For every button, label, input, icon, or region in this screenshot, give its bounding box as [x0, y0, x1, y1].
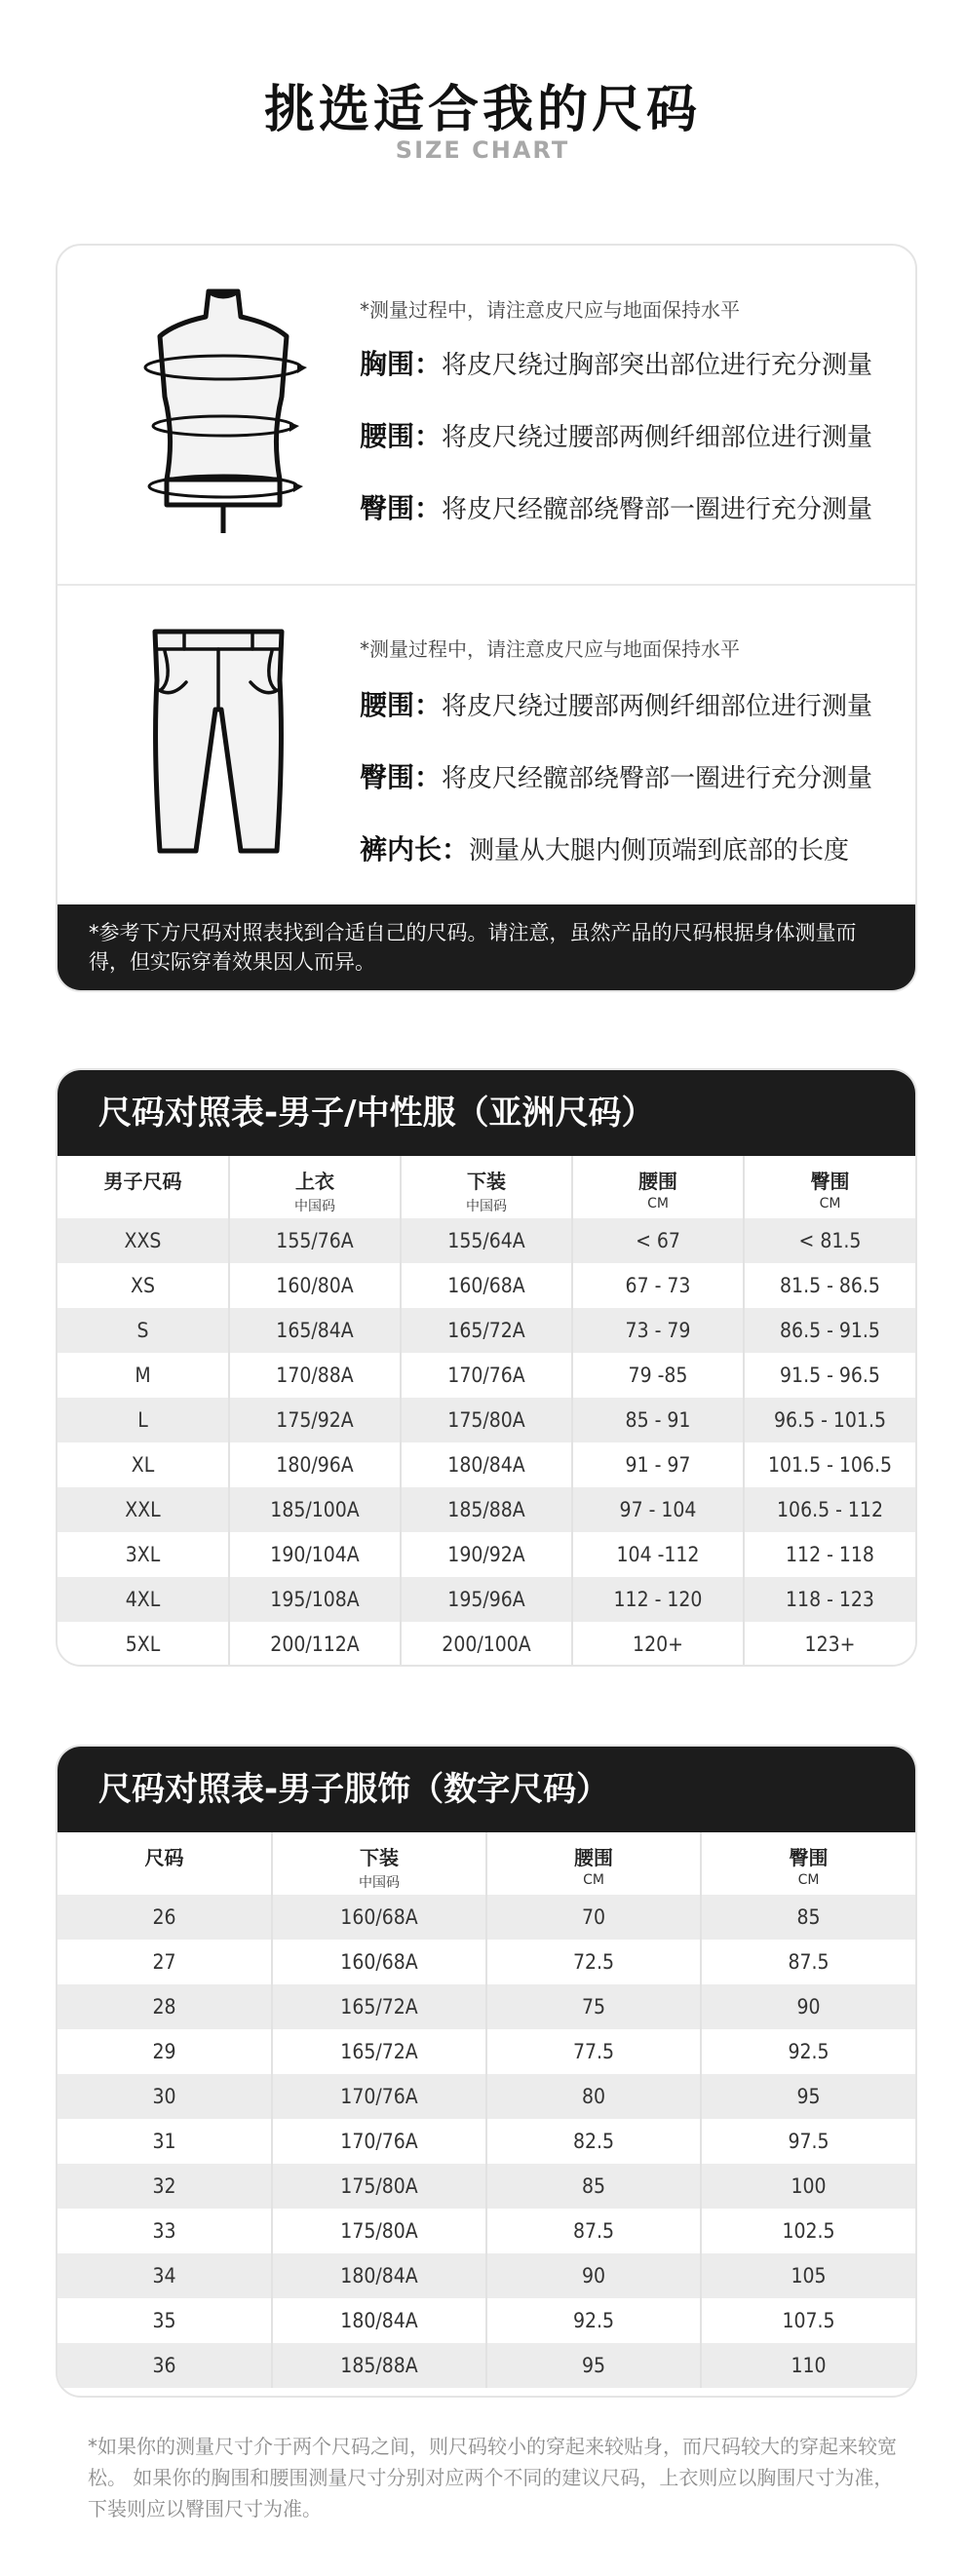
table-cell: 82.5 — [486, 2119, 701, 2164]
column-header: 男子尺码 — [58, 1156, 229, 1218]
column-header: 尺码 — [58, 1832, 272, 1895]
table-cell: 102.5 — [701, 2209, 915, 2253]
table-cell: 90 — [701, 1984, 915, 2029]
measure-label: 裤内长： — [360, 833, 470, 865]
table-cell: S — [58, 1308, 229, 1353]
table-cell: 100 — [701, 2164, 915, 2209]
table-cell: 95 — [486, 2343, 701, 2388]
table-cell: 165/72A — [272, 1984, 486, 2029]
measurement-guide-card — [56, 244, 917, 992]
table-cell: 81.5 - 86.5 — [744, 1263, 915, 1308]
table-cell: 195/108A — [229, 1577, 401, 1622]
page-subtitle: SIZE CHART — [395, 136, 570, 164]
table-row — [58, 2343, 915, 2388]
measure-line-waist — [360, 684, 872, 723]
table-cell: 165/72A — [401, 1308, 572, 1353]
measure-line-chest — [360, 343, 872, 382]
table-cell: 90 — [486, 2253, 701, 2298]
table-cell: 123+ — [744, 1622, 915, 1667]
table-cell: 180/96A — [229, 1442, 401, 1487]
table-cell: 170/76A — [272, 2119, 486, 2164]
table-row — [58, 2209, 915, 2253]
table-cell: 185/100A — [229, 1487, 401, 1532]
table-cell: 160/80A — [229, 1263, 401, 1308]
table-cell: 180/84A — [401, 1442, 572, 1487]
measure-text: 将皮尺经髋部绕臀部一圈进行充分测量 — [442, 495, 873, 524]
table-cell: 29 — [58, 2029, 272, 2074]
table-row — [58, 2074, 915, 2119]
size-table-numeric — [58, 1832, 915, 2388]
table-cell: 87.5 — [486, 2209, 701, 2253]
column-header: 腰围 CM — [572, 1156, 744, 1218]
measure-line-inseam — [360, 828, 849, 867]
measure-text: 将皮尺绕过腰部两侧纤细部位进行测量 — [442, 692, 873, 721]
measure-note: *测量过程中，请注意皮尺应与地面保持水平 — [360, 637, 740, 661]
table-cell: 185/88A — [272, 2343, 486, 2388]
table-cell: 160/68A — [401, 1263, 572, 1308]
table-cell: 101.5 - 106.5 — [744, 1442, 915, 1487]
pants-icon — [145, 622, 291, 879]
measure-label: 胸围： — [360, 348, 443, 380]
table-cell: 32 — [58, 2164, 272, 2209]
bottom-measurement-section — [58, 585, 915, 921]
column-header: 腰围 CM — [486, 1832, 701, 1895]
table-row — [58, 2164, 915, 2209]
table-cell: M — [58, 1353, 229, 1398]
table-cell: 95 — [701, 2074, 915, 2119]
table-row — [58, 1622, 915, 1667]
table-row — [58, 1398, 915, 1442]
column-header: 臀围 CM — [789, 1846, 829, 1888]
table-header-row — [58, 1832, 915, 1895]
table-cell: XXL — [58, 1487, 229, 1532]
table-row — [58, 1532, 915, 1577]
measure-line-hip — [360, 756, 872, 795]
table-cell: 97 - 104 — [572, 1487, 744, 1532]
table-cell: 180/84A — [272, 2253, 486, 2298]
table-cell: L — [58, 1398, 229, 1442]
column-header: 下装 中国码 — [401, 1156, 572, 1218]
table-cell: XS — [58, 1263, 229, 1308]
size-chart-numeric-card — [56, 1745, 917, 2398]
table-cell: XL — [58, 1442, 229, 1487]
table-cell: 170/76A — [272, 2074, 486, 2119]
table-row — [58, 2253, 915, 2298]
footnote: *如果你的测量尺寸介于两个尺码之间，则尺码较小的穿起来较贴身，而尺码较大的穿起来较宽松。 如果你的胸围和腰围测量尺寸分别对应两个不同的建议尺码，上衣则应以胸围尺寸为准，下装则应以臀围尺寸为准。 — [88, 2435, 897, 2520]
table-cell: 85 - 91 — [572, 1398, 744, 1442]
table-cell: 85 — [701, 1895, 915, 1940]
table-cell: 175/80A — [272, 2164, 486, 2209]
table-cell: 91 - 97 — [572, 1442, 744, 1487]
table-cell: 165/72A — [272, 2029, 486, 2074]
table-row — [58, 1984, 915, 2029]
table-cell: 170/76A — [401, 1353, 572, 1398]
table-row — [58, 1577, 915, 1622]
measure-text: 将皮尺经髋部绕臀部一圈进行充分测量 — [442, 764, 873, 793]
measure-label: 腰围： — [360, 689, 443, 721]
table-cell: 175/92A — [229, 1398, 401, 1442]
size-chart-asian-card — [56, 1068, 917, 1667]
column-header: 臀围 CM — [810, 1170, 850, 1211]
table-cell: 200/100A — [401, 1622, 572, 1667]
table-cell: 120+ — [572, 1622, 744, 1667]
table-cell: 87.5 — [701, 1940, 915, 1984]
table-cell: 175/80A — [401, 1398, 572, 1442]
table-cell: 86.5 - 91.5 — [744, 1308, 915, 1353]
table-cell: 165/84A — [229, 1308, 401, 1353]
table-header-row — [58, 1156, 915, 1218]
table-row — [58, 2298, 915, 2343]
table-cell: 112 - 118 — [744, 1532, 915, 1577]
table-cell: 180/84A — [272, 2298, 486, 2343]
table-cell: 34 — [58, 2253, 272, 2298]
table-cell: 185/88A — [401, 1487, 572, 1532]
table-title: 尺码对照表-男子/中性服（亚洲尺码） — [58, 1070, 917, 1156]
table-cell: 107.5 — [701, 2298, 915, 2343]
table-cell: 72.5 — [486, 1940, 701, 1984]
table-cell: 118 - 123 — [744, 1577, 915, 1622]
table-cell: 73 - 79 — [572, 1308, 744, 1353]
table-cell: 155/76A — [229, 1218, 401, 1263]
table-row — [58, 1487, 915, 1532]
column-header: 上衣 中国码 — [229, 1156, 401, 1218]
table-cell: 160/68A — [272, 1895, 486, 1940]
measure-line-hip — [360, 487, 872, 526]
table-cell: 30 — [58, 2074, 272, 2119]
table-cell: 97.5 — [701, 2119, 915, 2164]
table-cell: 104 -112 — [572, 1532, 744, 1577]
measure-text: 将皮尺绕过腰部两侧纤细部位进行测量 — [442, 423, 873, 452]
table-cell: 112 - 120 — [572, 1577, 744, 1622]
size-table-asian — [58, 1156, 915, 1667]
table-cell: 175/80A — [272, 2209, 486, 2253]
table-cell: 92.5 — [486, 2298, 701, 2343]
table-cell: 155/64A — [401, 1218, 572, 1263]
table-cell: 70 — [486, 1895, 701, 1940]
measure-text: 测量从大腿内侧顶端到底部的长度 — [469, 836, 850, 865]
table-cell: 36 — [58, 2343, 272, 2388]
table-cell: 91.5 - 96.5 — [744, 1353, 915, 1398]
table-cell: 200/112A — [229, 1622, 401, 1667]
table-cell: 170/88A — [229, 1353, 401, 1398]
table-cell: 96.5 - 101.5 — [744, 1398, 915, 1442]
page-title: 挑选适合我的尺码 — [263, 81, 701, 139]
table-cell: < 67 — [572, 1218, 744, 1263]
measure-label: 臀围： — [360, 761, 443, 793]
table-cell: 190/92A — [401, 1532, 572, 1577]
table-row — [58, 1218, 915, 1263]
measure-line-waist — [360, 415, 872, 454]
table-cell: 79 -85 — [572, 1353, 744, 1398]
table-cell: 190/104A — [229, 1532, 401, 1577]
table-cell: 33 — [58, 2209, 272, 2253]
table-cell: 77.5 — [486, 2029, 701, 2074]
table-row — [58, 1308, 915, 1353]
measure-footer-note: *参考下方尺码对照表找到合适自己的尺码。请注意，虽然产品的尺码根据身体测量而得，但实际穿着效果因人而异。 — [58, 904, 917, 992]
table-cell: 110 — [701, 2343, 915, 2388]
measure-label: 臀围： — [360, 492, 443, 524]
table-cell: 195/96A — [401, 1577, 572, 1622]
table-cell: 67 - 73 — [572, 1263, 744, 1308]
table-cell: 92.5 — [701, 2029, 915, 2074]
table-cell: 160/68A — [272, 1940, 486, 1984]
table-cell: 35 — [58, 2298, 272, 2343]
table-cell: 5XL — [58, 1622, 229, 1667]
measure-label: 腰围： — [360, 420, 443, 452]
table-cell: 4XL — [58, 1577, 229, 1622]
table-cell: 27 — [58, 1940, 272, 1984]
column-header: 下装 中国码 — [272, 1832, 486, 1895]
table-row — [58, 1442, 915, 1487]
table-cell: 106.5 - 112 — [744, 1487, 915, 1532]
table-row — [58, 1353, 915, 1398]
table-row — [58, 1263, 915, 1308]
table-row — [58, 2119, 915, 2164]
table-row — [58, 1940, 915, 1984]
table-row — [58, 1895, 915, 1940]
measure-text: 将皮尺绕过胸部突出部位进行充分测量 — [442, 351, 873, 380]
table-row — [58, 2029, 915, 2074]
measure-note: *测量过程中，请注意皮尺应与地面保持水平 — [360, 298, 740, 322]
table-cell: 3XL — [58, 1532, 229, 1577]
table-cell: XXS — [58, 1218, 229, 1263]
torso-mannequin-icon — [126, 280, 321, 537]
table-title: 尺码对照表-男子服饰（数字尺码） — [58, 1747, 917, 1832]
table-cell: 26 — [58, 1895, 272, 1940]
table-cell: 85 — [486, 2164, 701, 2209]
table-cell: < 81.5 — [744, 1218, 915, 1263]
table-cell: 31 — [58, 2119, 272, 2164]
table-cell: 28 — [58, 1984, 272, 2029]
table-cell: 105 — [701, 2253, 915, 2298]
table-cell: 80 — [486, 2074, 701, 2119]
top-measurement-section — [58, 246, 915, 582]
table-cell: 75 — [486, 1984, 701, 2029]
